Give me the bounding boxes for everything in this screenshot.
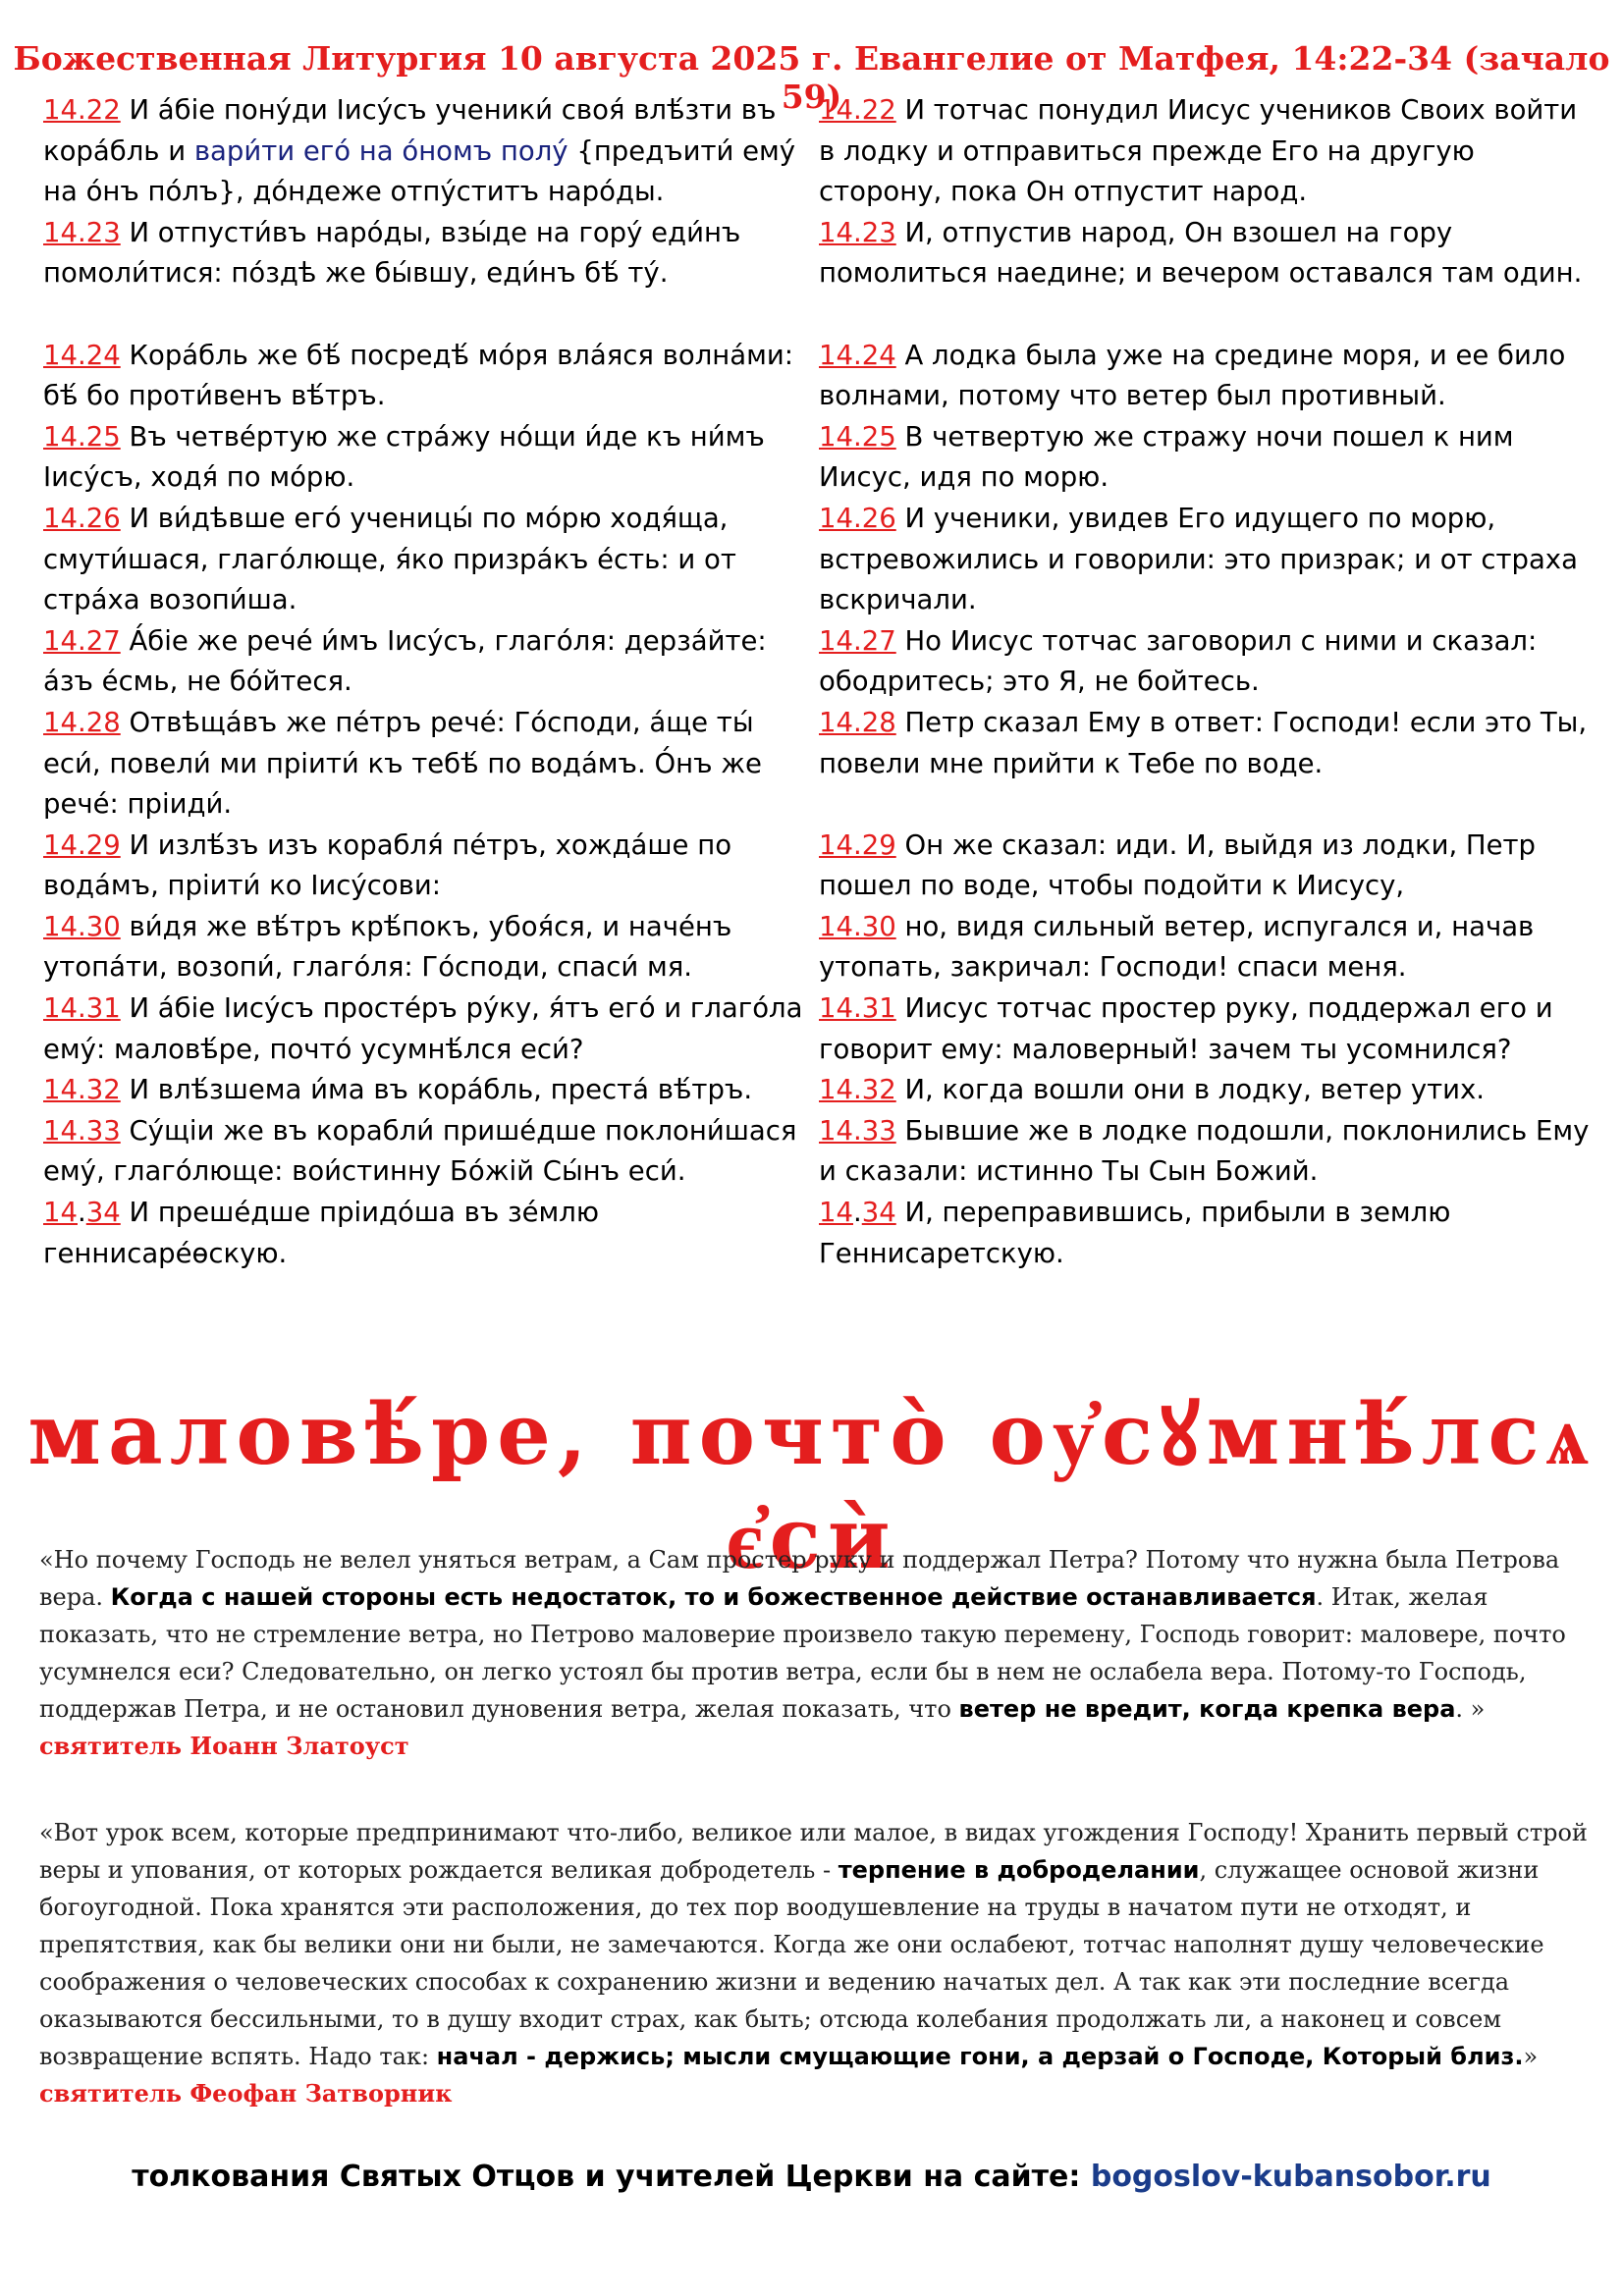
quote-text: . Итак, желая показать, что не стремление ветра, но Петрово маловерие произвело такую перемену, Господь говорит: маловере, почто усумнелся еси? Следовательно, он легко устоял бы против ветра, если бы в нем не ослабела вера. Потому-то Господь, поддержав Петра, и не остановил дуновения ветра, желая показать, что [39, 1583, 1566, 1723]
verse-text: Иисус тотчас простер руку, поддержал его и говорит ему: маловерный! зачем ты усомнился? [819, 992, 1553, 1065]
verse-number-link[interactable]: 14.29 [43, 828, 121, 861]
verse-cs [43, 336, 819, 417]
verse-row [43, 417, 1595, 499]
verse-row [43, 703, 1595, 826]
verse-text: Су́щіи же въ корабли́ пришéдше поклони́шася ему́, глаго́люще: вои́стинну Бо́жій Сы́нъ еси́. [43, 1114, 797, 1188]
verse-number-link[interactable]: 34 [861, 1197, 896, 1229]
verse-number-link[interactable]: 14.26 [819, 502, 896, 534]
verse-text: Отвѣща́въ же пе́тръ рече́: Го́споди, а́ще ты́ еси́, повели́ ми пріити́ къ тебѣ́ по вода́мъ. О́нъ же рече́: пріиди́. [43, 706, 762, 821]
verse-number-link[interactable]: 14.26 [43, 502, 121, 534]
verse-number-link[interactable]: 14.25 [819, 420, 896, 453]
verse-text: Кора́бль же бѣ́ посредѣ́ мо́ря вла́яся волна́ми: бѣ́ бо проти́венъ вѣ́тръ. [43, 339, 793, 412]
verse-row [43, 907, 1595, 988]
verse-ru [819, 703, 1595, 826]
verse-number-link[interactable]: 14 [43, 1197, 78, 1229]
verse-text: Петр сказал Ему в ответ: Господи! если это Ты, повели мне прийти к Тебе по воде. [819, 706, 1588, 779]
verse-cs [43, 907, 819, 988]
verse-row [43, 621, 1595, 703]
verse-text: И, переправившись, прибыли в землю Геннисаретскую. [819, 1197, 1451, 1269]
quote-text: «Вот урок всем, которые предпринимают что-либо, великое или малое, в видах угождения Господу! Хранить первый строй веры и упования, от которых рождается великая добродетель - [39, 1819, 1588, 1884]
quote-feofan [39, 1814, 1591, 2112]
verse-number-link[interactable]: 34 [85, 1197, 121, 1229]
quote-text: » [1523, 2043, 1539, 2070]
verse-text: И ви́дѣвше его́ ученицы́ по мо́рю ходя́ща, смути́шася, глаго́люще, я́ко призра́къ е́сть: и от стра́ха возопи́ша. [43, 502, 736, 616]
verse-number-link[interactable]: 14.27 [819, 624, 896, 657]
verse-number-link[interactable]: 14.28 [819, 706, 896, 738]
verse-row [43, 90, 1595, 213]
verse-row [43, 1070, 1595, 1111]
verse-text: И отпусти́въ наро́ды, взы́де на гору́ еди́нъ помоли́тися: по́здѣ же бы́вшу, еди́нъ бѣ́ ту́. [43, 216, 741, 290]
verse-number-link[interactable]: 14.23 [819, 216, 896, 248]
verse-text: В четвертую же стражу ночи пошел к ним Иисус, идя по морю. [819, 420, 1514, 494]
verse-text: А лодка была уже на средине моря, и ее било волнами, потому что ветер был противный. [819, 339, 1566, 412]
verse-row [43, 988, 1595, 1070]
verse-text: И а́біе Іису́съ простéръ ру́ку, я́тъ его́ и глаго́ла ему́: маловѣ́ре, почто́ усумнѣ́лся еси́? [43, 992, 803, 1065]
verse-number-link[interactable]: 14.22 [43, 94, 121, 126]
verse-number-link[interactable]: 14.32 [43, 1074, 121, 1106]
verse-number-link[interactable]: 14.30 [43, 910, 121, 942]
verse-number-link[interactable]: 14.24 [43, 339, 121, 371]
verse-row [43, 1193, 1595, 1274]
footer [0, 2160, 1623, 2194]
verse-cs [43, 621, 819, 703]
verse-text: И, когда вошли они в лодку, ветер утих. [904, 1074, 1486, 1106]
verse-number-link[interactable]: 14.33 [819, 1114, 896, 1147]
verse-cs [43, 417, 819, 499]
verse-cs [43, 988, 819, 1070]
verse-number-link[interactable]: 14.30 [819, 910, 896, 942]
quote-emphasis: начал - держись; мысли смущающие гони, а дерзай о Господе, Который близ. [436, 2043, 1524, 2070]
verse-cs [43, 1111, 819, 1193]
verse-number-link[interactable]: 14.31 [819, 992, 896, 1025]
verse-ru [819, 907, 1595, 988]
verse-row [43, 1111, 1595, 1193]
verse-number-link[interactable]: 14.27 [43, 624, 121, 657]
verse-text: И а́біе пону́ди Іису́съ ученики́ своя́ влѣ́зти въ кора́бль и [43, 94, 777, 167]
quote-emphasis: терпение в доброделании [838, 1856, 1200, 1884]
verse-text: И влѣ́зшема и́ма въ кора́бль, преста́ вѣ́тръ. [129, 1074, 753, 1106]
verse-text: но, видя сильный ветер, испугался и, начав утопать, закричал: Господи! спаси меня. [819, 910, 1535, 984]
verse-ru [819, 988, 1595, 1070]
verse-number-link[interactable]: 14.29 [819, 828, 896, 861]
verse-ru [819, 826, 1595, 907]
verse-text: Он же сказал: иди. И, выйдя из лодки, Петр пошел по воде, чтобы подойти к Иисусу, [819, 828, 1537, 902]
verse-number-link[interactable]: 14.23 [43, 216, 121, 248]
headline-church-slavonic: маловѣ́ре, почто̀ оу҆сꙋмнѣ́лсѧ є҆сѝ [27, 1385, 1596, 1588]
verse-cs [43, 1070, 819, 1111]
verse-number-link[interactable]: 14.24 [819, 339, 896, 371]
verse-ru [819, 621, 1595, 703]
verse-ru [819, 213, 1595, 294]
verse-number-link[interactable]: 14.31 [43, 992, 121, 1025]
verse-text: Но Иисус тотчас заговорил с ними и сказал: ободритесь; это Я, не бойтесь. [819, 624, 1538, 698]
quote-text: . » [1455, 1695, 1486, 1723]
verse-row [43, 499, 1595, 621]
verse-ru: 14.34 И, переправившись, прибыли в землю Геннисаретскую. [819, 1197, 1451, 1269]
spacer [43, 294, 1595, 336]
quote-emphasis: Когда с нашей стороны есть недостаток, то и божественное действие останавливается [110, 1583, 1317, 1611]
verse-text: И, отпустив народ, Он взошел на гору помолиться наедине; и вечером оставался там один. [819, 216, 1583, 290]
verse-text: Бывшие же в лодке подошли, поклонились Ему и сказали: истинно Ты Сын Божий. [819, 1114, 1590, 1188]
quote-text: , служащее основой жизни богоугодной. Пока хранятся эти расположения, до тех пор воодушевление на труды в начатом пути не отходят, и препятствия, как бы велики они ни были, не замечаются. Когда же они ослабеют, тотчас наполнят душу человеческие соображения о человеческих способах к сохранению жизни и ведению начатых дел. А так как эти последние всегда оказываются бессильными, то в душу входит страх, как быть; отсюда колебания продолжать ли, а наконец и совсем возвращение вспять. Надо так: [39, 1856, 1544, 2070]
verse-text: И ученики, увидев Его идущего по морю, встревожились и говорили: это призрак; и от страха вскричали. [819, 502, 1578, 616]
quote-author: святитель Иоанн Златоуст [39, 1732, 409, 1760]
verse-row [43, 213, 1595, 294]
quote-chrysostom [39, 1541, 1591, 1765]
verse-ru [819, 417, 1595, 499]
verse-number-link[interactable]: 14.32 [819, 1074, 896, 1106]
verse-number-link[interactable]: 14 [819, 1197, 853, 1229]
verse-row [43, 336, 1595, 417]
verse-cs [43, 213, 819, 294]
verse-ru [819, 336, 1595, 417]
verse-text: И прешéдше пріидо́ша въ зе́млю геннисаре́ѳскую. [43, 1197, 600, 1269]
verse-number-link[interactable]: 14.33 [43, 1114, 121, 1147]
verse-ru [819, 1111, 1595, 1193]
verse-cs: 14.34 И прешéдше пріидо́ша въ зе́млю геннисаре́ѳскую. [43, 1197, 600, 1269]
verse-cs [43, 703, 819, 826]
footer-label: толкования Святых Отцов и учителей Церкви на сайте: [132, 2160, 1091, 2194]
verse-text: И излѣ́зъ изъ корабля́ пе́тръ, хожда́ше по вода́мъ, пріити́ ко Іису́сови: [43, 828, 732, 902]
verse-text: А́біе же рече́ и́мъ Іису́съ, глаго́ля: дерза́йте: а́зъ е́смь, не бо́йтеся. [43, 624, 767, 698]
verse-number-link[interactable]: 14.25 [43, 420, 121, 453]
verse-ru [819, 499, 1595, 621]
verse-ru [819, 90, 1595, 213]
verse-cs [43, 499, 819, 621]
page-title: Божественная Литургия 10 августа 2025 г. Евангелие от Матфея, 14:22-34 (зачало 59) [13, 39, 1610, 116]
quote-text: «Но почему Господь не велел уняться ветрам, а Сам простер руку и поддержал Петра? Потому что нужна была Петрова вера. [39, 1546, 1560, 1611]
verse-number-link[interactable]: 14.28 [43, 706, 121, 738]
quote-emphasis: ветер не вредит, когда крепка вера [958, 1695, 1456, 1723]
verse-text: ви́дя же вѣ́тръ крѣ́покъ, убоя́ся, и наче́нъ утопа́ти, возопи́, глаго́ля: Го́споди, спаси́ мя. [43, 910, 732, 984]
verse-text: Въ четве́ртую же стра́жу но́щи и́де къ ни́мъ Іису́съ, ходя́ по мо́рю. [43, 420, 765, 494]
quote-author: святитель Феофан Затворник [39, 2079, 453, 2108]
site-link[interactable]: bogoslov-kubansobor.ru [1090, 2160, 1491, 2194]
verse-number-link[interactable]: 14.22 [819, 94, 896, 126]
verses-table [43, 90, 1595, 1274]
verse-row [43, 826, 1595, 907]
verse-cs [43, 90, 819, 213]
verse-text: {предъити́ ему́ на о́нъ по́лъ}, до́ндеже отпу́ститъ наро́ды. [43, 134, 796, 208]
verse-cs [43, 826, 819, 907]
verse-ru [819, 1070, 1595, 1111]
verse-text: И тотчас понудил Иисус учеников Своих войти в лодку и отправиться прежде Его на другую сторону, пока Он отпустит народ. [819, 94, 1578, 208]
verse-text-highlight: вари́ти его́ на о́номъ полу́ [193, 134, 568, 167]
